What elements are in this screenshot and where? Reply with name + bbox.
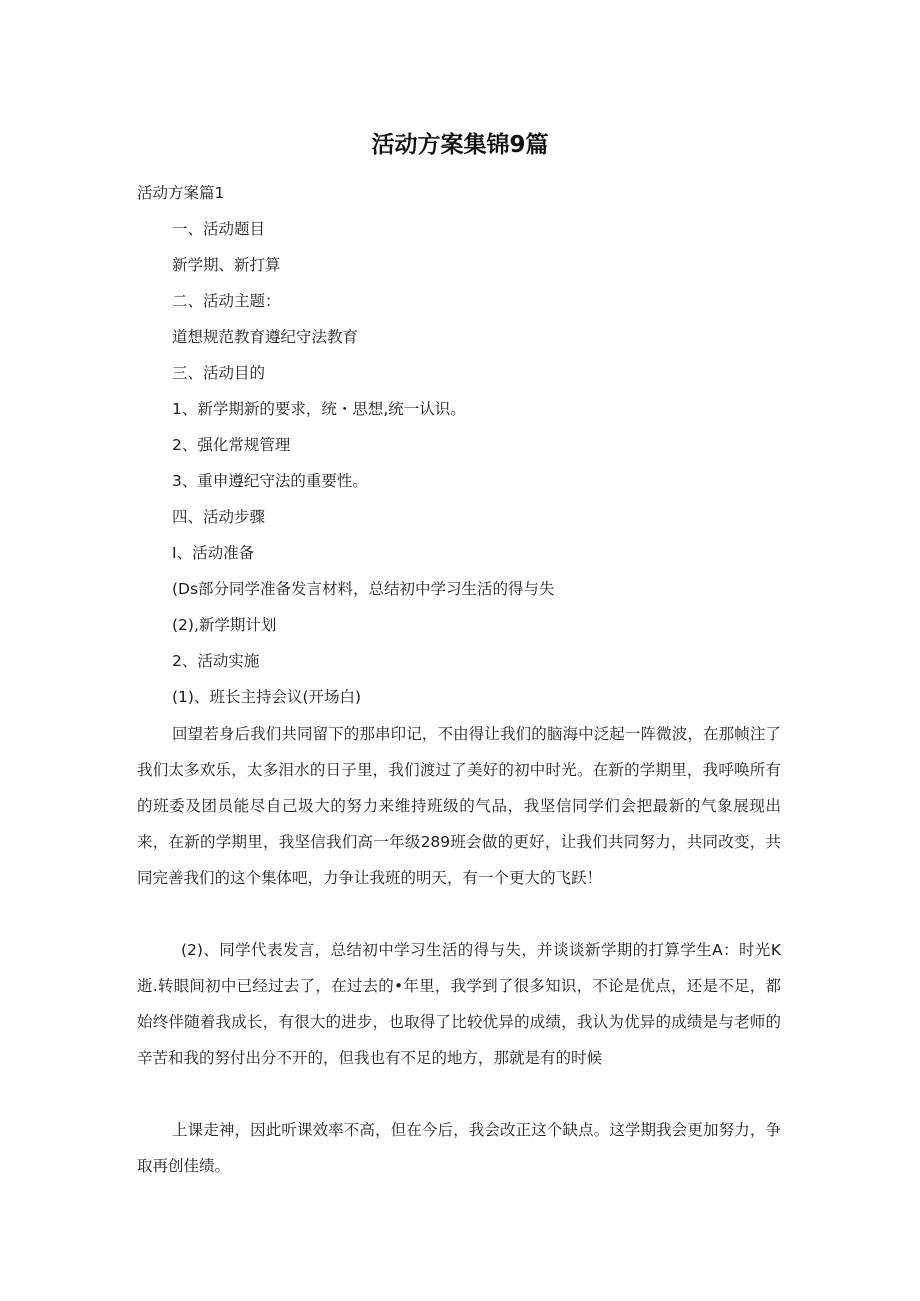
list-item: 新学期、新打算 — [172, 256, 281, 274]
list-item: 二、活动主题： — [172, 292, 281, 310]
list-item: 3、重申遵纪守法的重要性。 — [172, 472, 368, 490]
list-item: 2、强化常规管理 — [172, 436, 291, 454]
body-paragraph: 上课走神，因此听课效率不高，但在今后，我会改正这个缺点。这学期我会更加努力，争取再创佳绩。 — [137, 1121, 781, 1175]
section-heading: 活动方案篇1 — [137, 184, 225, 202]
list-item: (Ds部分同学准备发言材料，总结初中学习生活的得与失 — [172, 580, 555, 598]
list-item: I、活动准备 — [172, 544, 255, 562]
body-paragraph: 回望若身后我们共同留下的那串印记，不由得让我们的脑海中泛起一阵微波，在那帧注了我们太多欢乐，太多泪水的日子里，我们渡过了美好的初中时光。在新的学期里，我呼唤所有的班委及团员能尽自己圾大的努力来维持班级的气品，我坚信同学们会把最新的气象展现出来，在新的学期里，我坚信我们高一年级289班会做的更好，让我们共同努力，共同改变，共同完善我们的这个集体吧，力争让我班的明天，有一个更大的飞跃！ — [137, 725, 781, 887]
list-item: 四、活动步骤 — [172, 508, 266, 526]
list-item: (1)、班长主持会议(开场白) — [172, 688, 362, 706]
list-item: 2、活动实施 — [172, 652, 260, 670]
body-paragraph: (2)、同学代表发言，总结初中学习生活的得与失，并谈谈新学期的打算学生A：时光K逝.转眼间初中已经过去了，在过去的•年里，我学到了很多知识，不论是优点，还是不足，都始终伴随着我成长，有很大的进步，也取得了比较优异的成绩，我认为优异的成绩是与老师的辛苦和我的努付出分不开的，但我也有不足的地方，那就是有的时候 — [137, 941, 781, 1067]
list-item: 道想规范教育遵纪守法教育 — [172, 328, 359, 346]
document-title: 活动方案集锦9篇 — [371, 132, 549, 158]
list-item: 一、活动题目 — [172, 220, 266, 238]
list-item: (2),新学期计划 — [172, 616, 277, 634]
list-item: 1、新学期新的要求，统・思想,统一认识。 — [172, 400, 466, 418]
list-item: 三、活动目的 — [172, 364, 266, 382]
